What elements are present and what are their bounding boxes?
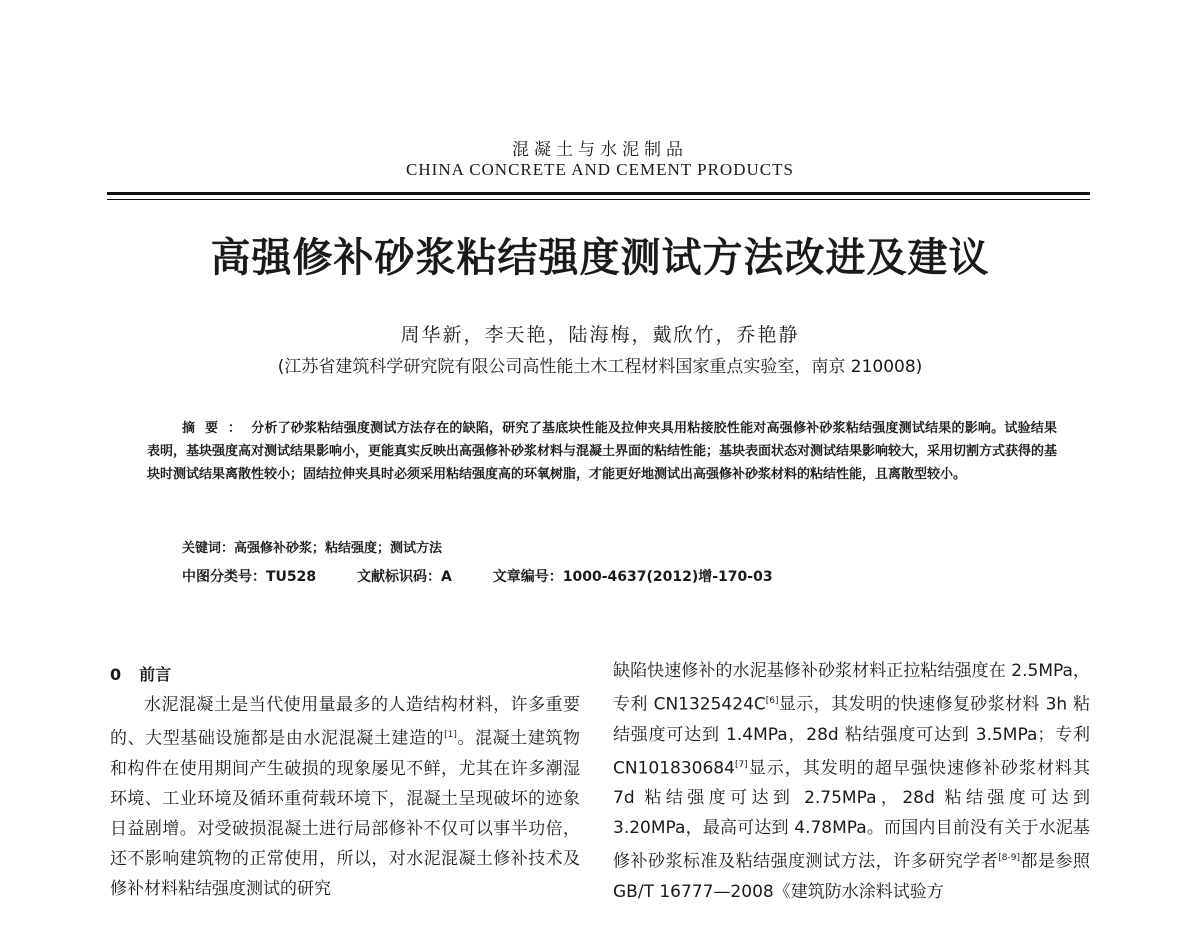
classification-line [182,566,809,586]
body-text: 显示，其发明的快速修复砂浆材料 3h 粘结强度可达到 1.4MPa，28d 粘结强度可达到 3.5MPa；专利 CN101830684 [613,694,1090,779]
body-text: 。混凝土建筑物和构件在使用期间产生破损的现象屡见不鲜，尤其在许多潮湿环境、工业环境及循环重荷载环境下，混凝土呈现破坏的迹象日益剧增。对受破损混凝土进行局部修补不仅可以事半功倍，还不影响建筑物的正常使用，所以，对水泥混凝土修补技术及修补材料粘结强度测试的研究 [110,728,581,899]
header-rule-thick [107,192,1090,195]
citation: [7] [734,759,748,770]
citation: [6] [765,696,779,706]
body-text: 都是参照 GB/T 16777—2008《建筑防水涂料试验方 [613,851,1091,902]
body-text: 水泥混凝土是当代使用量最多的人造结构材料，许多重要的、大型基础设施都是由水泥混凝土建造的 [110,695,580,749]
section-title: 前言 [139,665,172,684]
body-text: 显示，其发明的超早强快速修补砂浆材料其 7d 粘结强度可达到 2.75MPa，28d 粘结强度可达到 3.20MPa，最高可达到 4.78MPa。而国内目前没有关于水泥基修补砂浆标准及粘结强度测试方法，许多研究学者 [613,758,1090,872]
citation: [1] [444,730,457,740]
body-column-left [110,660,580,904]
abstract-label: 摘要： [182,421,252,436]
section-heading [110,660,580,690]
author-list: 周华新，李天艳，陆海梅，戴欣竹，乔艳静 [400,324,800,346]
document-code: 文献标识码：A [357,569,452,585]
journal-name-en: CHINA CONCRETE AND CEMENT PRODUCTS [406,160,794,179]
body-paragraph [613,656,1090,907]
body-column-right [613,656,1090,907]
article-number: 文章编号：1000-4637(2012)增-170-03 [492,569,773,585]
paper-title: 高强修补砂浆粘结强度测试方法改进及建议 [210,235,990,281]
affiliation: (江苏省建筑科学研究院有限公司高性能土木工程材料国家重点实验室，南京 210008) [277,357,923,377]
section-number: 0 [110,665,122,684]
citation: [8-9] [998,853,1020,864]
body-text: 缺陷快速修补的水泥基修补砂浆材料正拉粘结强度在 2.5MPa，专利 CN1325424C [613,661,1090,715]
body-paragraph [110,690,580,904]
header-rule-thin [107,199,1090,200]
clc-number: 中图分类号：TU528 [182,569,317,585]
keywords: 关键词：高强修补砂浆；粘结强度；测试方法 [182,541,443,556]
abstract [147,417,1057,486]
journal-name-cn: 混凝土与水泥制品 [512,140,688,160]
abstract-text: 分析了砂浆粘结强度测试方法存在的缺陷，研究了基底块性能及拉伸夹具用粘接胶性能对高强修补砂浆粘结强度测试结果的影响。试验结果表明，基块强度高对测试结果影响小，更能真实反映出高强修补砂浆材料与混凝土界面的粘结性能；基块表面状态对测试结果影响较大，采用切割方式获得的基块时测试结果离散性较小；固结拉伸夹具时必须采用粘结强度高的环氧树脂，才能更好地测试出高强修补砂浆材料的粘结性能，且离散型较小。 [147,421,1058,482]
